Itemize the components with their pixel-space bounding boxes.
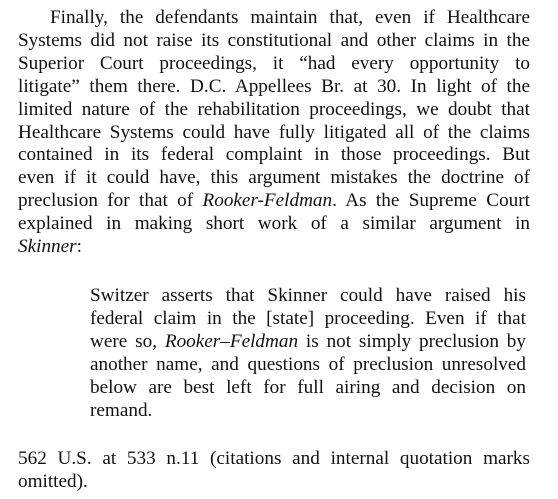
case-name-italic: Rooker–Feldman: [164, 330, 299, 352]
text-line: Superior Court proceedings, it “had every opportunity to: [18, 52, 530, 74]
quote-line: remand.: [90, 399, 153, 421]
quote-line: federal claim in the [state] proceeding. Even if that: [90, 307, 526, 329]
text-run: were so,: [90, 330, 165, 352]
block-quote: [90, 285, 526, 422]
text-line: explained in making short work of a similar argument in: [18, 213, 530, 235]
text-run: :: [76, 236, 82, 258]
text-line: [18, 190, 530, 213]
text-line: limited nature of the rehabilitation proceedings, we doubt that: [18, 98, 530, 120]
text-line: Finally, the defendants maintain that, even if Healthcare: [50, 7, 530, 28]
citation-line: omitted).: [18, 470, 88, 492]
text-line: litigate” them there. D.C. Appellees Br. at 30. In light of the: [18, 75, 530, 97]
text-line: [18, 236, 530, 259]
text-line: contained in its federal complaint in those proceedings. But: [18, 144, 530, 166]
case-name-italic: Rooker-Feldman: [202, 190, 333, 212]
quote-line: another name, and questions of preclusion unresolved: [90, 353, 526, 375]
case-name-italic: Skinner: [18, 236, 77, 258]
citation-line: 562 U.S. at 533 n.11 (citations and internal quotation marks: [18, 448, 530, 469]
main-paragraph: [18, 7, 530, 259]
citation-paragraph: [18, 448, 530, 494]
text-run: preclusion for that of: [18, 190, 203, 212]
quote-line: Switzer asserts that Skinner could have raised his: [90, 285, 526, 306]
quote-line: below are best left for full airing and decision on: [90, 376, 526, 398]
text-line: Healthcare Systems could have fully litigated all of the claims: [18, 121, 530, 143]
quote-line: [90, 331, 526, 354]
text-run: is not simply preclusion by: [298, 330, 526, 352]
text-run: . As the Supreme Court: [332, 190, 530, 212]
text-line: even if it could have, this argument mistakes the doctrine of: [18, 167, 530, 189]
text-line: Systems did not raise its constitutional and other claims in the: [18, 29, 530, 51]
